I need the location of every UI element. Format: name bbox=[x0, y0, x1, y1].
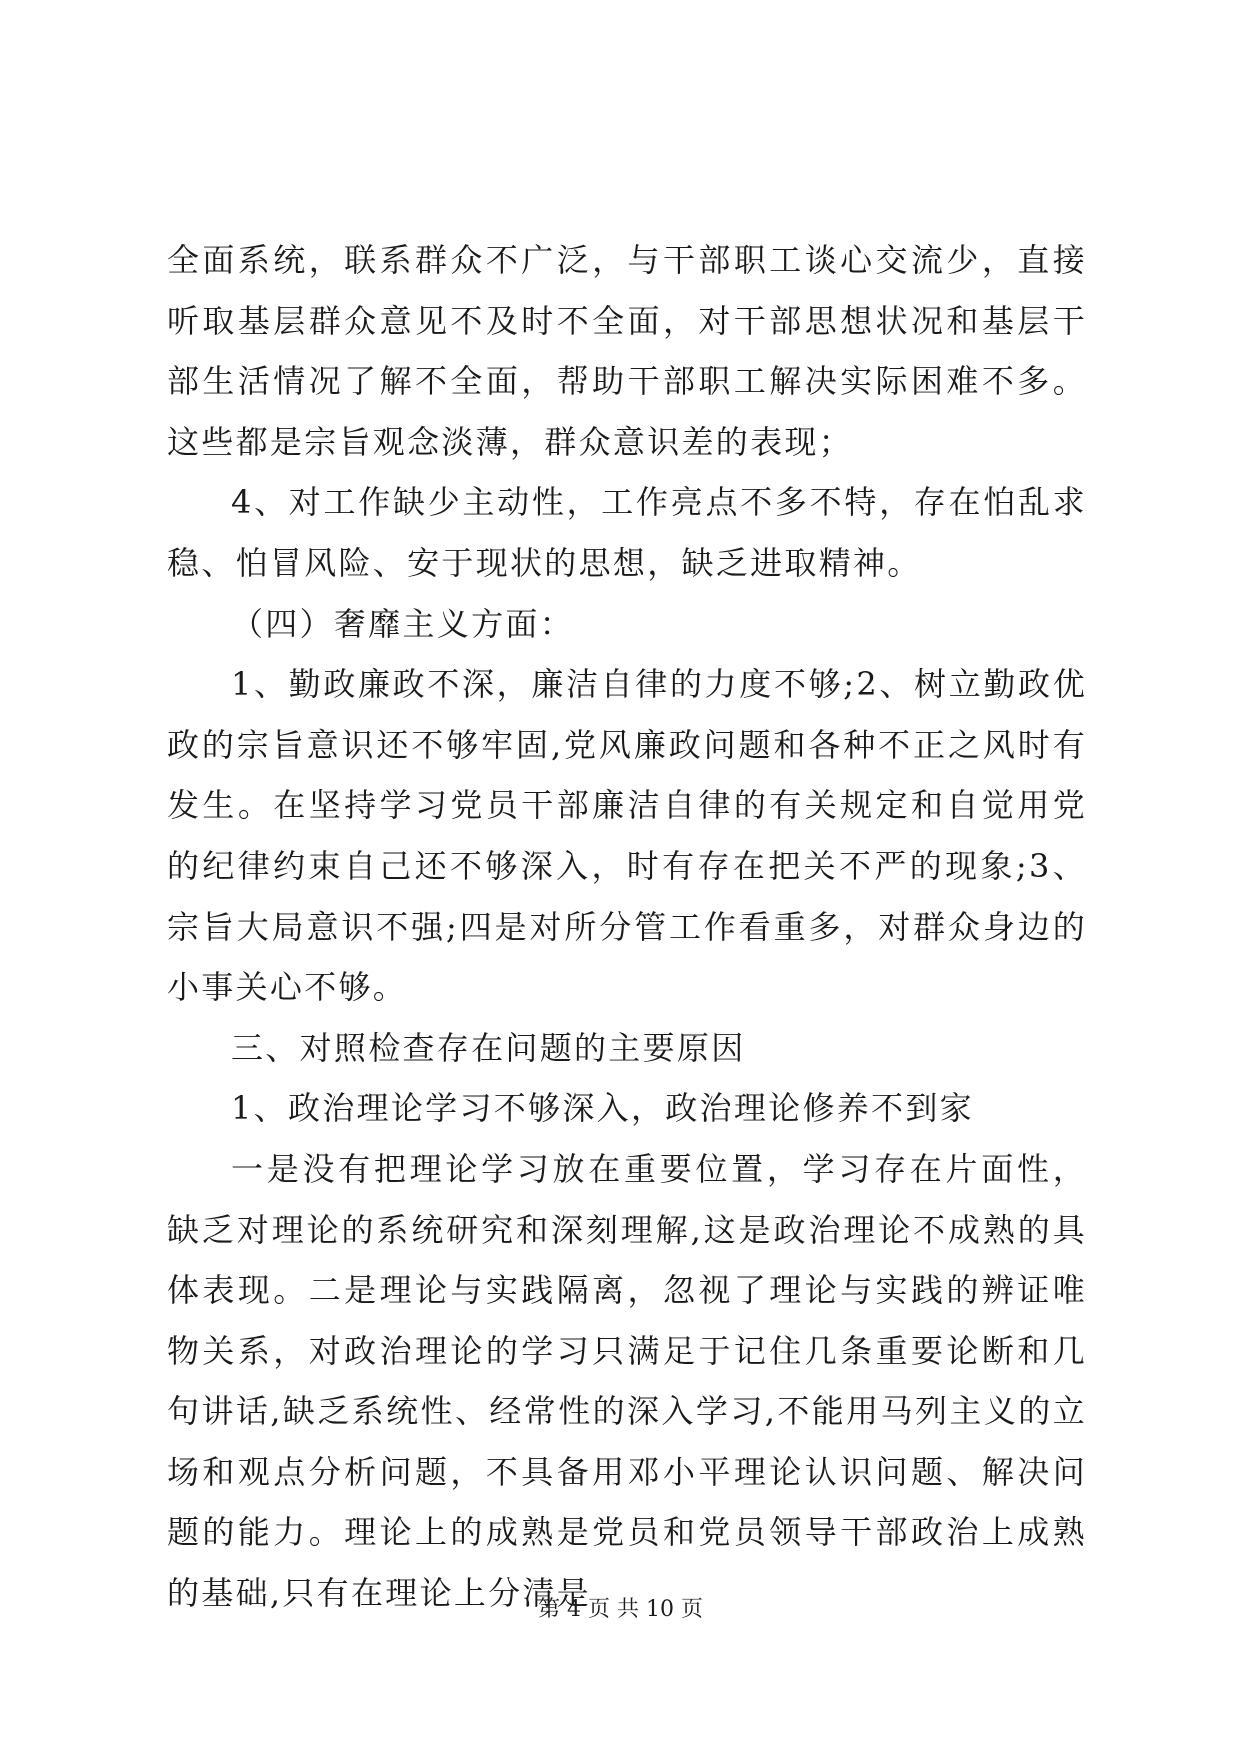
paragraph-item-4: 4、对工作缺少主动性，工作亮点不多不特，存在怕乱求稳、怕冒风险、安于现状的思想，缺乏进取精神。 bbox=[167, 483, 1087, 582]
section-heading-luxury: （四）奢靡主义方面： bbox=[231, 604, 575, 643]
page-number-footer: 第 4 页 共 10 页 bbox=[538, 1597, 703, 1622]
paragraph-luxury-items: 1、勤政廉政不深，廉洁自律的力度不够;2、树立勤政优政的宗旨意识还不够牢固,党风廉政问题和各种不正之风时有发生。在坚持学习党员干部廉洁自律的有关规定和自觉用党的纪律约束自己还不够深入，时有存在把关不严的现象;3、宗旨大局意识不强;四是对所分管工作看重多，对群众身边的小事关心不够。 bbox=[167, 665, 1087, 1007]
section-heading-causes: 三、对照检查存在问题的主要原因 bbox=[231, 1028, 746, 1067]
subheading-political-theory: 1、政治理论学习不够深入，政治理论修养不到家 bbox=[231, 1089, 974, 1128]
paragraph-continuation: 全面系统，联系群众不广泛，与干部职工谈心交流少，直接听取基层群众意见不及时不全面，对干部思想状况和基层干部生活情况了解不全面，帮助干部职工解决实际困难不多。这些都是宗旨观念淡薄，群众意识差的表现； bbox=[167, 241, 1087, 461]
paragraph-political-theory: 一是没有把理论学习放在重要位置，学习存在片面性，缺乏对理论的系统研究和深刻理解,这是政治理论不成熟的具体表现。二是理论与实践隔离，忽视了理论与实践的辨证唯物关系，对政治理论的学习只满足于记住几条重要论断和几句讲话,缺乏系统性、经常性的深入学习,不能用马列主义的立场和观点分析问题，不具备用邓小平理论认识问题、解决问题的能力。理论上的成熟是党员和党员领导干部政治上成熟的基础,只有在理论上分清是 bbox=[167, 1149, 1087, 1613]
body-text bbox=[167, 230, 1087, 1624]
